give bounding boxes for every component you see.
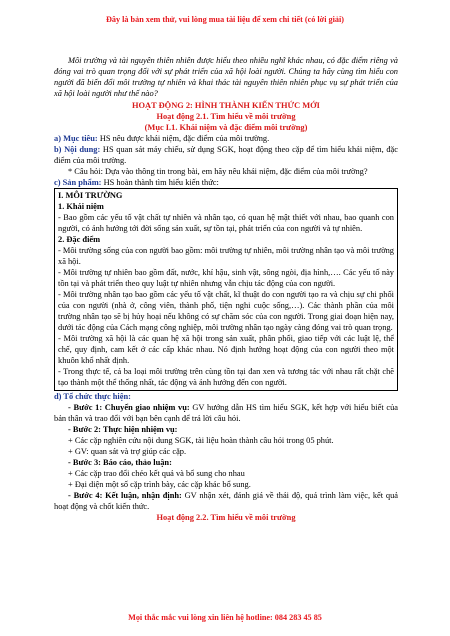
sub-heading-2-1: Hoạt động 2.1. Tìm hiểu về môi trường [156,112,296,121]
content-text: HS quan sát máy chiếu, sử dụng SGK, hoạt động theo cặp để tìm hiểu khái niệm, đặc điểm của môi trường. [54,145,398,165]
objective-line [54,133,398,144]
step-3-label: - Bước 3: Báo cáo, thảo luận: [68,458,172,467]
step-4 [54,490,398,512]
content-line [54,144,398,166]
objective-text: HS nêu được khái niệm, đặc điểm của môi trường. [97,134,270,143]
step-1-label: - Bước 1: Chuyển giao nhiệm vụ: [68,403,190,412]
step-2-label: - Bước 2: Thực hiện nhiệm vụ: [68,425,178,434]
box-paragraph: - Môi trường tự nhiên bao gồm đất, nước, khí hậu, sinh vật, sông ngòi, địa hình,…. Các yếu tố này tồn tại và phát triển theo quy luật tự nhiên nhưng vẫn chịu tác động của con người. [58,268,394,288]
intro-paragraph: Môi trường và tài nguyên thiên nhiên được hiểu theo nhiều nghĩ khác nhau, có đặc điểm riêng và đóng vai trò quan trọng đối với sự phát triển của xã hội loài người. Chúng ta hãy cùng tìm hiểu con người đã biến đổi môi trường tự nhiên và khai thác tài nguyên thiên nhiên phục vụ sự phát triển của xã hội loài người như thế nào? [54,56,398,98]
box-paragraph: - Bao gồm các yếu tố vật chất tự nhiên và nhân tạo, có quan hệ mật thiết với nhau, bao quanh con người, có ảnh hưởng tới đời sống sản xuất, sự tồn tại, phát triển của con người và tự nhiên. [58,213,394,233]
box-paragraph: - Môi trường sống của con người bao gồm: môi trường tự nhiên, môi trường nhân tạo và môi trường xã hội. [58,246,394,266]
box-paragraph: - Môi trường xã hội là các quan hệ xã hội trong sản xuất, phân phối, giao tiếp với các luật lệ, thể chế, quy định, cam kết ở các cấp khác nhau. Nó định hướng hoạt động của con người theo một khuôn khổ nhất định. [58,334,394,365]
step-4-label: - Bước 4: Kết luận, nhận định: [68,491,182,500]
step-2-item: + GV: quan sát và trợ giúp các cặp. [68,447,187,456]
step-1 [54,402,398,424]
hotline-notice: Mọi thắc mắc vui lòng xin liên hệ hotline: 084 283 45 85 [128,613,322,622]
product-text: HS hoàn thành tìm hiểu kiến thức: [101,178,219,187]
product-label: c) Sản phẩm: [54,178,102,187]
sub-heading-2-2: Hoạt động 2.2. Tìm hiểu về môi trường [156,513,296,522]
box-heading-features: 2. Đặc điểm [58,235,101,244]
box-title: I. MÔI TRƯỜNG [58,191,123,200]
box-paragraph: - Trong thực tế, cả ba loại môi trường trên cùng tồn tại đan xen và tương tác với nhau rất chặt chẽ tạo thành một thể thống nhất, tác động và ảnh hưởng đến con người. [58,367,394,387]
sub-heading-section: (Mục I.1. Khái niệm và đặc điểm môi trường) [144,123,308,132]
document-content [54,55,398,523]
step-1-text: GV hướng dẫn HS tìm hiểu SGK, kết hợp với hiểu biết của bản thân và trao đổi với bạn bên cạnh để trả lời câu hỏi. [54,403,398,423]
step-3-item: + Đại diện một số cặp trình bày, các cặp khác bổ sung. [68,480,251,489]
content-label: b) Nội dung: [54,145,101,154]
objective-label: a) Mục tiêu: [54,134,98,143]
step-3-item: + Các cặp trao đổi chéo kết quả và bổ sung cho nhau [68,469,245,478]
box-paragraph: - Môi trường nhân tạo bao gồm các yếu tố vật chất, kĩ thuật do con người tạo ra và chịu sự chi phối của con người (nhà ở, công viên, thành phố, tiện nghi cuộc sống,…). Các thành phần của môi trường nhân tạo sẽ bị hủy hoại nếu không có sự chăm sóc của con người. Trong giai đoạn hiện nay, dưới tác động của Cách mạng công nghiệp, môi trường nhân tạo ngày càng đóng vai trò quan trọng. [58,290,394,332]
knowledge-box [54,188,398,391]
product-line [54,177,398,188]
step-4-text: GV nhận xét, đánh giá về thái độ, quá trình làm việc, kết quả hoạt động và chốt kiến thức. [54,491,398,511]
preview-notice: Đây là bản xem thử, vui lòng mua tài liệu để xem chi tiết (có lời giải) [105,15,344,24]
organize-label: d) Tổ chức thực hiện: [54,392,131,401]
question-line: * Câu hỏi: Dựa vào thông tin trong bài, em hãy nêu khái niệm, đặc điểm của môi trường? [68,167,368,176]
box-heading-concept: 1. Khái niệm [58,202,104,211]
activity-heading: HOẠT ĐỘNG 2: HÌNH THÀNH KIẾN THỨC MỚI [132,101,320,110]
step-2-item: + Các cặp nghiên cứu nội dung SGK, tài liệu hoàn thành câu hỏi trong 05 phút. [68,436,334,445]
